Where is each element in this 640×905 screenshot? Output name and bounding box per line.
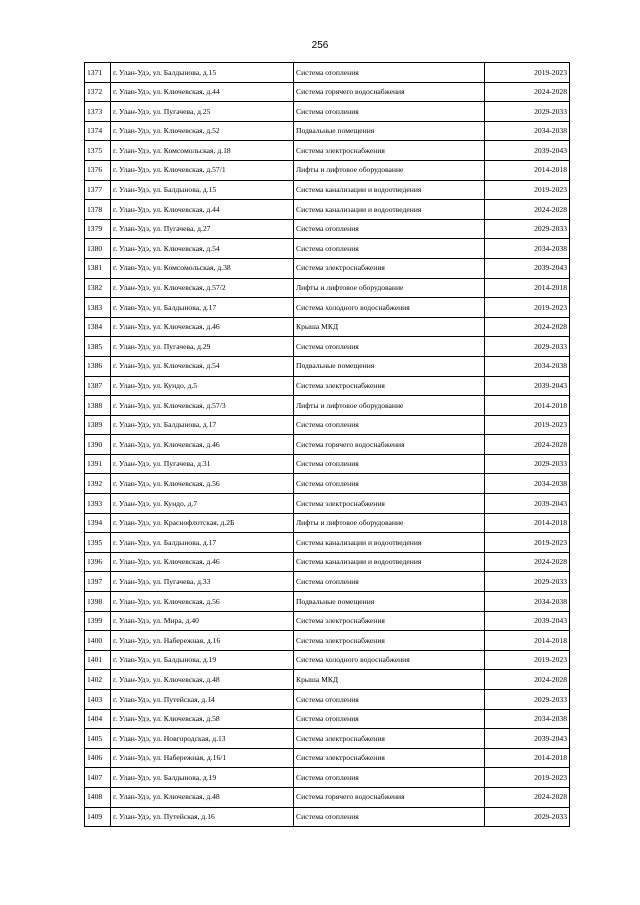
- system-cell: Система горячего водоснабжения: [294, 435, 485, 455]
- row-number-cell: 1407: [85, 768, 111, 788]
- row-number-cell: 1371: [85, 63, 111, 83]
- row-number-cell: 1398: [85, 592, 111, 612]
- table-row: [85, 180, 570, 200]
- row-number-cell: 1375: [85, 141, 111, 161]
- period-cell: 2014-2018: [485, 396, 570, 416]
- period-cell: 2034-2038: [485, 239, 570, 259]
- system-cell: Система электроснабжения: [294, 729, 485, 749]
- table-row: [85, 278, 570, 298]
- system-cell: Система канализации и водоотведения: [294, 180, 485, 200]
- table-row: [85, 729, 570, 749]
- address-cell: г. Улан-Удэ, ул. Балдынова, д.17: [111, 298, 294, 318]
- system-cell: Крыша МКД: [294, 317, 485, 337]
- period-cell: 2039-2043: [485, 494, 570, 514]
- period-cell: 2039-2043: [485, 729, 570, 749]
- address-cell: г. Улан-Удэ, ул. Пугачева, д.25: [111, 102, 294, 122]
- row-number-cell: 1380: [85, 239, 111, 259]
- system-cell: Система электроснабжения: [294, 494, 485, 514]
- address-cell: г. Улан-Удэ, ул. Путейская, д.14: [111, 690, 294, 710]
- row-number-cell: 1389: [85, 415, 111, 435]
- period-cell: 2029-2033: [485, 690, 570, 710]
- row-number-cell: 1374: [85, 121, 111, 141]
- address-cell: г. Улан-Удэ, ул. Ключевская, д.54: [111, 239, 294, 259]
- row-number-cell: 1387: [85, 376, 111, 396]
- table-row: [85, 396, 570, 416]
- system-cell: Система канализации и водоотведения: [294, 552, 485, 572]
- system-cell: Система канализации и водоотведения: [294, 200, 485, 220]
- system-cell: Система отопления: [294, 454, 485, 474]
- period-cell: 2039-2043: [485, 258, 570, 278]
- table-row: [85, 63, 570, 83]
- registry-table-body: [85, 63, 570, 827]
- table-row: [85, 494, 570, 514]
- address-cell: г. Улан-Удэ, ул. Ключевская, д.46: [111, 317, 294, 337]
- address-cell: г. Улан-Удэ, ул. Ключевская, д.52: [111, 121, 294, 141]
- table-row: [85, 748, 570, 768]
- table-row: [85, 690, 570, 710]
- system-cell: Система отопления: [294, 337, 485, 357]
- row-number-cell: 1373: [85, 102, 111, 122]
- page-number: 256: [311, 40, 329, 51]
- table-row: [85, 376, 570, 396]
- period-cell: 2024-2028: [485, 200, 570, 220]
- table-row: [85, 650, 570, 670]
- table-row: [85, 768, 570, 788]
- address-cell: г. Улан-Удэ, ул. Комсомольская, д.18: [111, 141, 294, 161]
- period-cell: 2014-2018: [485, 748, 570, 768]
- registry-table: [84, 62, 570, 827]
- row-number-cell: 1397: [85, 572, 111, 592]
- row-number-cell: 1406: [85, 748, 111, 768]
- period-cell: 2019-2023: [485, 650, 570, 670]
- table-row: [85, 82, 570, 102]
- address-cell: г. Улан-Удэ, ул. Пугачева, д.27: [111, 219, 294, 239]
- address-cell: г. Улан-Удэ, ул. Балдынова, д.17: [111, 533, 294, 553]
- row-number-cell: 1392: [85, 474, 111, 494]
- address-cell: г. Улан-Удэ, ул. Ключевская, д.56: [111, 474, 294, 494]
- period-cell: 2019-2023: [485, 768, 570, 788]
- system-cell: Система канализации и водоотведения: [294, 533, 485, 553]
- table-row: [85, 337, 570, 357]
- address-cell: г. Улан-Удэ, ул. Ключевская, д.48: [111, 787, 294, 807]
- table-row: [85, 513, 570, 533]
- period-cell: 2039-2043: [485, 376, 570, 396]
- row-number-cell: 1403: [85, 690, 111, 710]
- row-number-cell: 1382: [85, 278, 111, 298]
- system-cell: Система отопления: [294, 63, 485, 83]
- address-cell: г. Улан-Удэ, ул. Пугачева, д.29: [111, 337, 294, 357]
- table-row: [85, 239, 570, 259]
- period-cell: 2034-2038: [485, 121, 570, 141]
- period-cell: 2024-2028: [485, 787, 570, 807]
- row-number-cell: 1383: [85, 298, 111, 318]
- table-row: [85, 219, 570, 239]
- system-cell: Лифты и лифтовое оборудование: [294, 278, 485, 298]
- address-cell: г. Улан-Удэ, ул. Кундо, д.7: [111, 494, 294, 514]
- table-row: [85, 807, 570, 827]
- address-cell: г. Улан-Удэ, ул. Ключевская, д.48: [111, 670, 294, 690]
- system-cell: Лифты и лифтовое оборудование: [294, 396, 485, 416]
- table-row: [85, 200, 570, 220]
- address-cell: г. Улан-Удэ, ул. Ключевская, д.57/3: [111, 396, 294, 416]
- row-number-cell: 1386: [85, 356, 111, 376]
- period-cell: 2019-2023: [485, 298, 570, 318]
- row-number-cell: 1378: [85, 200, 111, 220]
- address-cell: г. Улан-Удэ, ул. Набережная, д.16: [111, 631, 294, 651]
- address-cell: г. Улан-Удэ, ул. Кундо, д.5: [111, 376, 294, 396]
- period-cell: 2014-2018: [485, 160, 570, 180]
- table-row: [85, 435, 570, 455]
- row-number-cell: 1379: [85, 219, 111, 239]
- period-cell: 2014-2018: [485, 278, 570, 298]
- address-cell: г. Улан-Удэ, ул. Ключевская, д.44: [111, 200, 294, 220]
- address-cell: г. Улан-Удэ, ул. Пугачева, д.31: [111, 454, 294, 474]
- address-cell: г. Улан-Удэ, ул. Балдынова, д.15: [111, 180, 294, 200]
- row-number-cell: 1372: [85, 82, 111, 102]
- period-cell: 2024-2028: [485, 82, 570, 102]
- system-cell: Система отопления: [294, 807, 485, 827]
- period-cell: 2029-2033: [485, 454, 570, 474]
- table-row: [85, 709, 570, 729]
- period-cell: 2024-2028: [485, 670, 570, 690]
- table-row: [85, 141, 570, 161]
- system-cell: Система электроснабжения: [294, 141, 485, 161]
- address-cell: г. Улан-Удэ, ул. Краснофлотская, д.2Б: [111, 513, 294, 533]
- address-cell: г. Улан-Удэ, ул. Ключевская, д.58: [111, 709, 294, 729]
- row-number-cell: 1399: [85, 611, 111, 631]
- row-number-cell: 1376: [85, 160, 111, 180]
- period-cell: 2034-2038: [485, 356, 570, 376]
- period-cell: 2034-2038: [485, 592, 570, 612]
- row-number-cell: 1400: [85, 631, 111, 651]
- address-cell: г. Улан-Удэ, ул. Ключевская, д.46: [111, 435, 294, 455]
- period-cell: 2039-2043: [485, 141, 570, 161]
- system-cell: Система отопления: [294, 102, 485, 122]
- system-cell: Лифты и лифтовое оборудование: [294, 513, 485, 533]
- period-cell: 2029-2033: [485, 219, 570, 239]
- system-cell: Система отопления: [294, 690, 485, 710]
- table-row: [85, 415, 570, 435]
- period-cell: 2019-2023: [485, 415, 570, 435]
- system-cell: Система электроснабжения: [294, 748, 485, 768]
- system-cell: Система отопления: [294, 709, 485, 729]
- system-cell: Система отопления: [294, 415, 485, 435]
- table-row: [85, 533, 570, 553]
- address-cell: г. Улан-Удэ, ул. Новгородская, д.13: [111, 729, 294, 749]
- system-cell: Крыша МКД: [294, 670, 485, 690]
- table-row: [85, 787, 570, 807]
- row-number-cell: 1404: [85, 709, 111, 729]
- address-cell: г. Улан-Удэ, ул. Мира, д.40: [111, 611, 294, 631]
- period-cell: 2014-2018: [485, 513, 570, 533]
- system-cell: Система отопления: [294, 219, 485, 239]
- system-cell: Система горячего водоснабжения: [294, 82, 485, 102]
- period-cell: 2024-2028: [485, 552, 570, 572]
- system-cell: Система холодного водоснабжения: [294, 298, 485, 318]
- table-row: [85, 454, 570, 474]
- row-number-cell: 1409: [85, 807, 111, 827]
- period-cell: 2029-2033: [485, 102, 570, 122]
- table-row: [85, 121, 570, 141]
- system-cell: Система электроснабжения: [294, 631, 485, 651]
- table-row: [85, 356, 570, 376]
- period-cell: 2029-2033: [485, 807, 570, 827]
- address-cell: г. Улан-Удэ, ул. Ключевская, д.57/1: [111, 160, 294, 180]
- row-number-cell: 1393: [85, 494, 111, 514]
- period-cell: 2024-2028: [485, 435, 570, 455]
- address-cell: г. Улан-Удэ, ул. Пугачева, д.33: [111, 572, 294, 592]
- system-cell: Система отопления: [294, 474, 485, 494]
- period-cell: 2019-2023: [485, 63, 570, 83]
- table-row: [85, 317, 570, 337]
- address-cell: г. Улан-Удэ, ул. Ключевская, д.57/2: [111, 278, 294, 298]
- address-cell: г. Улан-Удэ, ул. Набережная, д.16/1: [111, 748, 294, 768]
- row-number-cell: 1384: [85, 317, 111, 337]
- period-cell: 2014-2018: [485, 631, 570, 651]
- row-number-cell: 1388: [85, 396, 111, 416]
- table-row: [85, 160, 570, 180]
- period-cell: 2034-2038: [485, 709, 570, 729]
- address-cell: г. Улан-Удэ, ул. Балдынова, д.19: [111, 650, 294, 670]
- row-number-cell: 1396: [85, 552, 111, 572]
- table-row: [85, 298, 570, 318]
- address-cell: г. Улан-Удэ, ул. Ключевская, д.46: [111, 552, 294, 572]
- period-cell: 2029-2033: [485, 572, 570, 592]
- system-cell: Система электроснабжения: [294, 258, 485, 278]
- table-row: [85, 258, 570, 278]
- table-row: [85, 102, 570, 122]
- period-cell: 2034-2038: [485, 474, 570, 494]
- period-cell: 2029-2033: [485, 337, 570, 357]
- address-cell: г. Улан-Удэ, ул. Ключевская, д.56: [111, 592, 294, 612]
- system-cell: Система отопления: [294, 239, 485, 259]
- system-cell: Подвальные помещения: [294, 121, 485, 141]
- system-cell: Подвальные помещения: [294, 356, 485, 376]
- address-cell: г. Улан-Удэ, ул. Балдынова, д.15: [111, 63, 294, 83]
- period-cell: 2019-2023: [485, 180, 570, 200]
- address-cell: г. Улан-Удэ, ул. Комсомольская, д.38: [111, 258, 294, 278]
- row-number-cell: 1385: [85, 337, 111, 357]
- address-cell: г. Улан-Удэ, ул. Балдынова, д.19: [111, 768, 294, 788]
- system-cell: Лифты и лифтовое оборудование: [294, 160, 485, 180]
- table-row: [85, 611, 570, 631]
- table-row: [85, 572, 570, 592]
- period-cell: 2039-2043: [485, 611, 570, 631]
- table-row: [85, 552, 570, 572]
- table-row: [85, 592, 570, 612]
- system-cell: Система отопления: [294, 768, 485, 788]
- row-number-cell: 1390: [85, 435, 111, 455]
- system-cell: Система холодного водоснабжения: [294, 650, 485, 670]
- address-cell: г. Улан-Удэ, ул. Ключевская, д.54: [111, 356, 294, 376]
- system-cell: Система горячего водоснабжения: [294, 787, 485, 807]
- row-number-cell: 1377: [85, 180, 111, 200]
- period-cell: 2019-2023: [485, 533, 570, 553]
- system-cell: Система электроснабжения: [294, 611, 485, 631]
- table-row: [85, 474, 570, 494]
- row-number-cell: 1402: [85, 670, 111, 690]
- row-number-cell: 1394: [85, 513, 111, 533]
- system-cell: Система электроснабжения: [294, 376, 485, 396]
- row-number-cell: 1401: [85, 650, 111, 670]
- address-cell: г. Улан-Удэ, ул. Путейская, д.16: [111, 807, 294, 827]
- table-row: [85, 670, 570, 690]
- row-number-cell: 1381: [85, 258, 111, 278]
- row-number-cell: 1408: [85, 787, 111, 807]
- system-cell: Система отопления: [294, 572, 485, 592]
- table-row: [85, 631, 570, 651]
- address-cell: г. Улан-Удэ, ул. Балдынова, д.17: [111, 415, 294, 435]
- row-number-cell: 1391: [85, 454, 111, 474]
- system-cell: Подвальные помещения: [294, 592, 485, 612]
- row-number-cell: 1395: [85, 533, 111, 553]
- row-number-cell: 1405: [85, 729, 111, 749]
- address-cell: г. Улан-Удэ, ул. Ключевская, д.44: [111, 82, 294, 102]
- period-cell: 2024-2028: [485, 317, 570, 337]
